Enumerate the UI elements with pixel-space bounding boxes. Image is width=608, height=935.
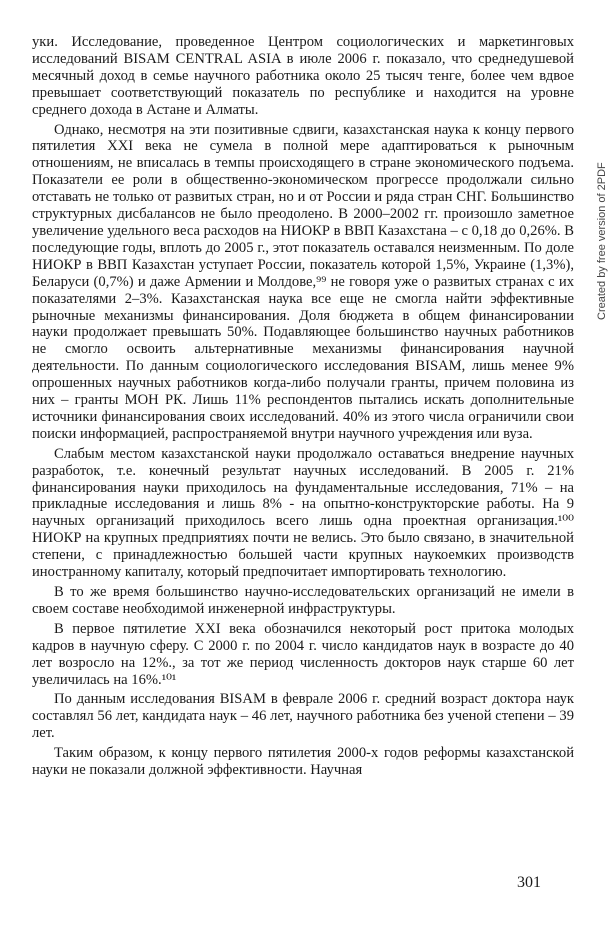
paragraph-7: Таким образом, к концу первого пятилетия 2000-х годов реформы казахстанской науки не показали должной эффективности. Научная [32, 745, 574, 779]
body-text [32, 34, 574, 779]
watermark: Created by free version of 2PDF [596, 162, 608, 320]
paragraph-1: уки. Исследование, проведенное Центром социологических и маркетинговых исследований BISAM CENTRAL ASIA в июле 2006 г. показало, что среднедушевой месячный доход в семье научного работника около 25 тысяч тенге, более чем вдвое превышает соответствующий показатель по республике и находится на уровне среднего дохода в Астане и Алматы. [32, 34, 574, 118]
paragraph-4: В то же время большинство научно-исследовательских организаций не имели в своем составе необходимой инженерной инфраструктуры. [32, 584, 574, 617]
paragraph-3: Слабым местом казахстанской науки продолжало оставаться внедрение научных разработок, т.е. конечный результат научных исследований. В 2005 г. 21% финансирования науки приходилось на фундаментальные исследования, 71% – на прикладные исследования и лишь 8% - на опытно-конструкторские работы. На 9 научных организаций приходилось всего лишь одна проектная организация.¹⁰⁰ НИОКР на крупных предприятиях почти не велись. Это было связано, в значительной степени, с принадлежностью большей части крупных наукоемких производств иностранному капиталу, который предпочитает импортировать технологию. [32, 445, 574, 581]
paragraph-5: В первое пятилетие XXI века обозначился некоторый рост притока молодых кадров в научную сферу. С 2000 г. по 2004 г. число кандидатов наук в возрасте до 40 лет возросло на 12%., за тот же период численность докторов наук старше 60 лет увеличилась на 16%.¹⁰¹ [32, 620, 574, 688]
page-number: 301 [517, 874, 541, 891]
paragraph-6: По данным исследования BISAM в феврале 2006 г. средний возраст доктора наук составлял 56 лет, кандидата наук – 46 лет, научного работника без ученой степени – 39 лет. [32, 691, 574, 742]
paragraph-2: Однако, несмотря на эти позитивные сдвиги, казахстанская наука к концу первого пятилетия XXI века не сумела в полной мере адаптироваться к рыночным отношениям, не вписалась в темпы происходящего в стране экономического подъема. Показатели ее роли в общественно-экономическом прогрессе продолжали сильно отставать не только от развитых стран, но и от России и ряда стран СНГ. Большинство структурных дисбалансов не было преодолено. В 2000–2002 гг. произошло заметное увеличение удельного веса расходов на НИОКР в ВВП Казахстана – с 0,18 до 0,26%. В последующие годы, вплоть до 2005 г., этот показатель оставался неизменным. По доле НИОКР в ВВП Казахстан уступает России, показатель которой 1,5%, Украине (1,3%), Беларуси (0,7%) и даже Армении и Молдове,⁹⁹ не говоря уже о развитых странах с их показателями 2–3%. Казахстанская наука все еще не смогла найти эффективные рыночные механизмы финансирования. Доля бюджета в общем финансировании науки продолжает превышать 50%. Подавляющее большинство научных работников не смогло освоить альтернативные механизмы финансирования научной деятельности. По данным социологического исследования BISAM, лишь менее 9% опрошенных научных работников когда-либо получали гранты, причем половина из них – гранты МОН РК. Лишь 11% респондентов пытались искать дополнительные источники финансирования своих исследований. 40% из этого числа ограничили свои поиски информацией, распространяемой внутри научного учреждения или вуза. [32, 121, 574, 442]
